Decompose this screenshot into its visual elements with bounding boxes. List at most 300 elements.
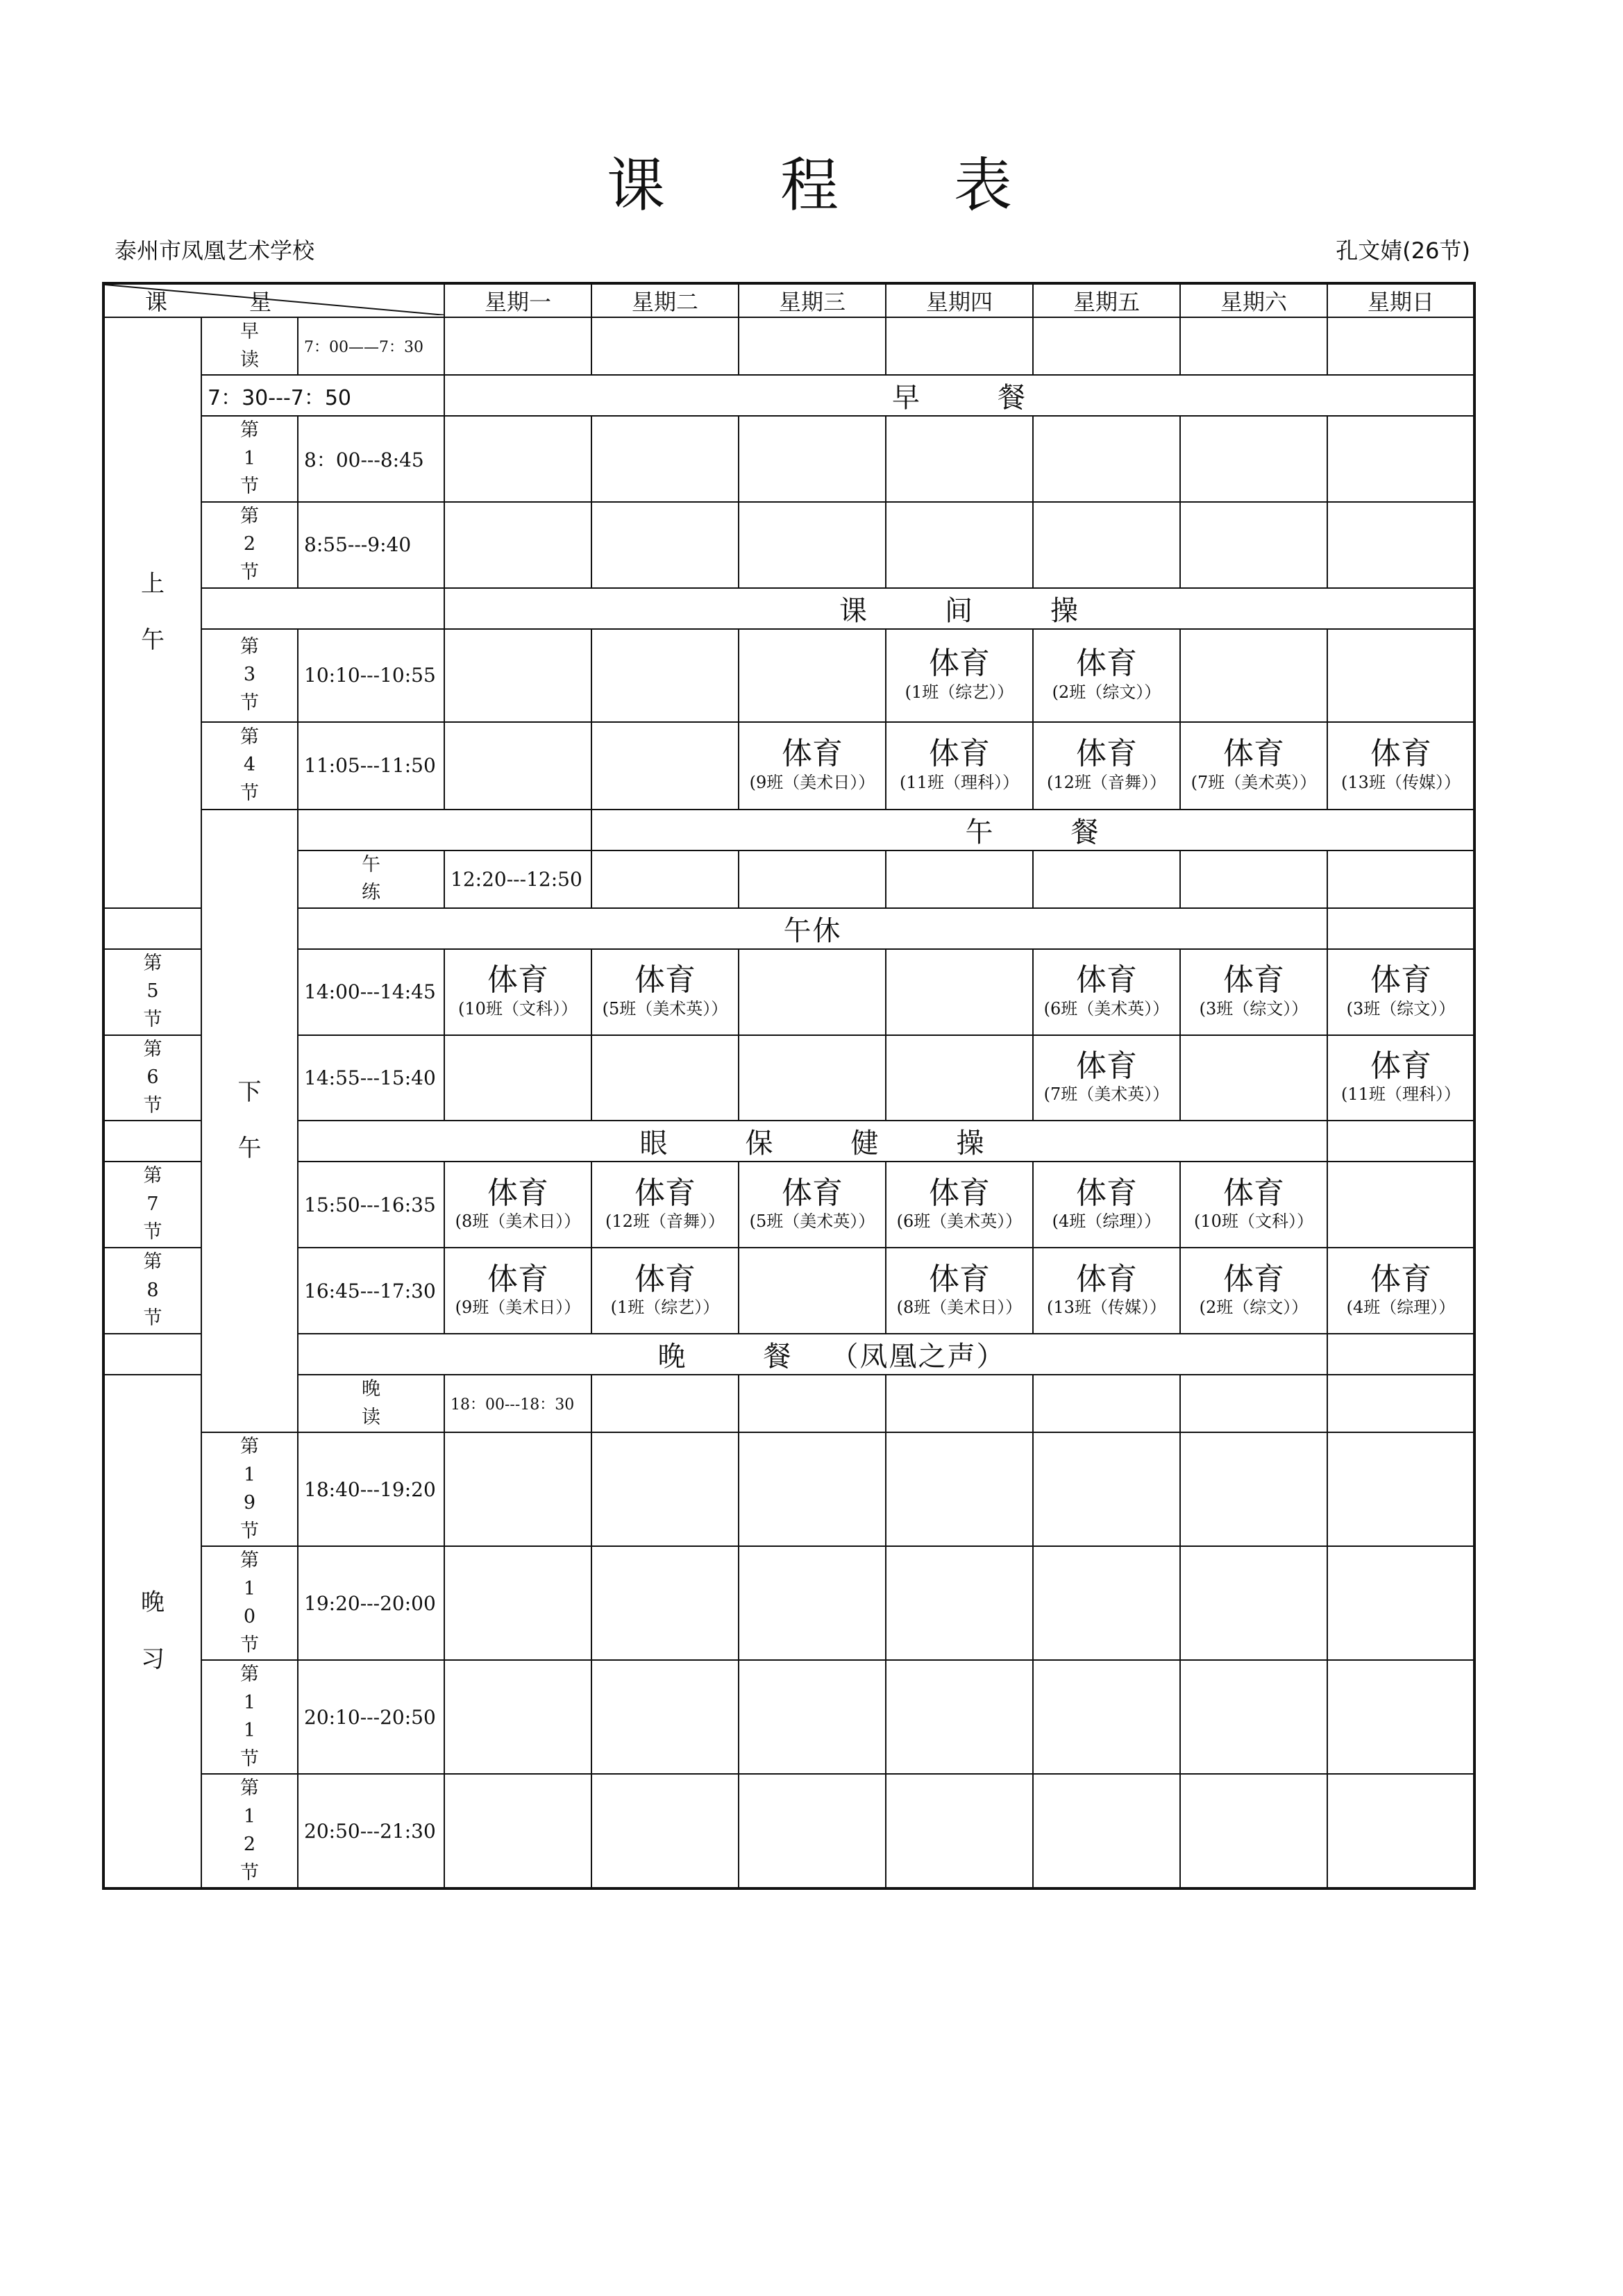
class-subject: 体育 (1076, 1175, 1137, 1211)
nap-row (103, 908, 1474, 949)
schedule-cell-p7-fri (1033, 1162, 1180, 1248)
period-row-p9 (103, 1432, 1474, 1546)
period-name-char: 5 (146, 980, 159, 1003)
eye-row-time (103, 1121, 298, 1162)
class-subject: 体育 (487, 962, 548, 998)
schedule-cell-p8-sat (1180, 1248, 1327, 1334)
period-name-p6 (103, 1035, 201, 1121)
period-name-char: 第 (143, 952, 162, 974)
class-detail: (11班（理科）） (900, 772, 1019, 792)
session-char: 午 (141, 626, 165, 655)
period-name-char: 节 (240, 1861, 259, 1884)
period-time-p3: 10:10---10:55 (298, 629, 444, 722)
class-detail: (6班（美术英）） (1043, 998, 1170, 1019)
class-subject: 体育 (634, 1175, 696, 1211)
class-detail: (5班（美术英）） (749, 1212, 875, 1231)
period-name-wulian (298, 850, 444, 908)
period-row-zaodu (103, 317, 1474, 375)
period-name-char: 6 (146, 1066, 159, 1088)
nap-row-label (298, 908, 1327, 949)
period-time-p5: 14:00---14:45 (298, 949, 444, 1035)
schedule-cell-wandu-mon (591, 1375, 739, 1432)
period-time-p1: 8：00---8:45 (298, 416, 444, 502)
schedule-cell-p6-sun (1327, 1035, 1474, 1121)
class-detail: (2班（综文）） (1199, 1298, 1309, 1317)
dinner-row (103, 1334, 1474, 1375)
period-name-char: 第 (240, 505, 259, 527)
schedule-cell-p7-tue (591, 1162, 739, 1248)
class-subject: 体育 (1370, 1048, 1431, 1084)
nap-row-time (103, 908, 298, 949)
schedule-cell-p10-wed (739, 1546, 886, 1660)
class-detail: (7班（美术英）） (1191, 772, 1317, 792)
class-subject: 体育 (1370, 1261, 1431, 1297)
schedule-cell-p7-mon (444, 1162, 591, 1248)
schedule-cell-p7-sat (1180, 1162, 1327, 1248)
period-name-char: 早 (240, 321, 259, 342)
period-row-p10 (103, 1546, 1474, 1660)
class-subject: 体育 (929, 646, 990, 682)
day-header-thu: 星期四 (886, 283, 1033, 317)
schedule-cell-p12-fri (1033, 1774, 1180, 1888)
schedule-cell-p8-mon (444, 1248, 591, 1334)
dinner-row-time (103, 1334, 298, 1375)
class-subject: 体育 (1370, 736, 1431, 772)
schedule-cell-p9-wed (739, 1432, 886, 1546)
schedule-cell-zaodu-fri (1033, 317, 1180, 375)
schedule-cell-wandu-sat (1327, 1375, 1474, 1432)
page-title (0, 139, 1623, 223)
schedule-cell-p11-fri (1033, 1660, 1180, 1774)
class-detail: (13班（传媒）） (1047, 1298, 1166, 1317)
period-row-p8 (103, 1248, 1474, 1334)
schedule-cell-zaodu-sat (1180, 317, 1327, 375)
period-name-char: 1 (243, 1720, 256, 1741)
class-subject: 体育 (1076, 1261, 1137, 1297)
schedule-cell-p2-sun (1327, 502, 1474, 588)
period-name-p7 (103, 1162, 201, 1248)
schedule-cell-p6-tue (591, 1035, 739, 1121)
schedule-cell-p10-fri (1033, 1546, 1180, 1660)
schedule-cell-p12-tue (591, 1774, 739, 1888)
lunch-row (103, 810, 1474, 850)
schedule-cell-p9-tue (591, 1432, 739, 1546)
schedule-cell-p12-sat (1180, 1774, 1327, 1888)
period-row-p3 (103, 629, 1474, 722)
schedule-cell-p8-sun (1327, 1248, 1474, 1334)
corner-header (103, 283, 444, 317)
period-name-char: 第 (240, 1436, 259, 1457)
exercise-row-label (444, 588, 1474, 629)
period-name-char: 午 (362, 853, 380, 875)
class-subject: 体育 (1223, 736, 1284, 772)
period-time-wulian: 12:20---12:50 (444, 850, 591, 908)
session-evening (103, 1375, 201, 1888)
period-time-p11: 20:10---20:50 (298, 1660, 444, 1774)
banner-char: 晚 (657, 1341, 687, 1373)
banner-char: 操 (956, 1128, 986, 1159)
schedule-cell-p1-tue (591, 416, 739, 502)
session-char: 下 (237, 1078, 262, 1106)
period-time-p12: 20:50---21:30 (298, 1774, 444, 1888)
period-name-p5 (103, 949, 201, 1035)
schedule-cell-p2-fri (1033, 502, 1180, 588)
schedule-cell-p6-sat (1180, 1035, 1327, 1121)
banner-char: 眼 (639, 1128, 669, 1159)
title-char-2: 程 (780, 151, 843, 219)
period-name-char: 9 (243, 1492, 256, 1514)
period-time-p2: 8:55---9:40 (298, 502, 444, 588)
session-char: 习 (141, 1645, 165, 1673)
period-name-p4 (201, 722, 298, 810)
class-detail: (4班（综理）） (1346, 1298, 1456, 1317)
period-name-char: 第 (143, 1165, 162, 1187)
schedule-cell-zaodu-sun (1327, 317, 1474, 375)
session-char: 上 (141, 569, 165, 598)
eye-row-label (298, 1121, 1327, 1162)
period-row-p1 (103, 416, 1474, 502)
period-name-char: 第 (240, 1664, 259, 1685)
class-subject: 体育 (929, 1261, 990, 1297)
class-detail: (12班（音舞）） (1047, 772, 1166, 792)
schedule-cell-zaodu-tue (591, 317, 739, 375)
class-detail: (9班（美术日）） (455, 1298, 581, 1317)
schedule-cell-wulian-tue (739, 850, 886, 908)
schedule-cell-p4-tue (591, 722, 739, 810)
exercise-row-time (201, 588, 444, 629)
period-name-char: 节 (143, 1307, 162, 1330)
period-row-wulian (103, 850, 1474, 908)
period-name-char: 7 (146, 1193, 159, 1215)
period-name-p10 (201, 1546, 298, 1660)
schedule-cell-p2-wed (739, 502, 886, 588)
banner-char: 间 (945, 594, 974, 627)
period-name-p9 (201, 1432, 298, 1546)
schedule-cell-p4-wed (739, 722, 886, 810)
schedule-cell-p1-sat (1180, 416, 1327, 502)
banner-char: 餐 (763, 1341, 793, 1373)
schedule-cell-p12-thu (886, 1774, 1033, 1888)
schedule-cell-p2-sat (1180, 502, 1327, 588)
schedule-cell-p5-sat (1180, 949, 1327, 1035)
schedule-cell-p5-fri (1033, 949, 1180, 1035)
period-name-char: 第 (240, 1550, 259, 1571)
period-time-p4: 11:05---11:50 (298, 722, 444, 810)
period-name-char: 读 (362, 1406, 380, 1428)
period-name-char: 节 (143, 1221, 162, 1243)
class-detail: (5班（美术英）） (602, 998, 728, 1019)
period-name-zaodu (201, 317, 298, 375)
schedule-cell-p9-sat (1180, 1432, 1327, 1546)
schedule-cell-p10-thu (886, 1546, 1033, 1660)
dinner-row-label (298, 1334, 1327, 1375)
title-char-3: 表 (954, 151, 1017, 219)
banner-char: 操 (1050, 594, 1079, 627)
period-name-char: 读 (240, 349, 259, 371)
day-header-sat: 星期六 (1180, 283, 1327, 317)
schedule-cell-p1-fri (1033, 416, 1180, 502)
schedule-cell-wandu-tue (739, 1375, 886, 1432)
banner-char: 早 (892, 382, 921, 414)
day-header-wed: 星期三 (739, 283, 886, 317)
period-name-char: 1 (243, 1577, 256, 1600)
schedule-cell-p1-mon (444, 416, 591, 502)
schedule-cell-p1-sun (1327, 416, 1474, 502)
class-subject: 体育 (782, 1175, 843, 1211)
schedule-cell-p1-wed (739, 416, 886, 502)
class-detail: (8班（美术日）） (455, 1212, 581, 1231)
schedule-cell-zaodu-mon (444, 317, 591, 375)
period-row-p12 (103, 1774, 1474, 1888)
schedule-cell-wandu-thu (1033, 1375, 1180, 1432)
period-time-wandu: 18：00---18：30 (444, 1375, 591, 1432)
class-detail: (3班（综文）） (1346, 998, 1456, 1019)
class-subject: 体育 (1223, 962, 1284, 998)
schedule-cell-p9-thu (886, 1432, 1033, 1546)
schedule-cell-p2-tue (591, 502, 739, 588)
period-name-p11 (201, 1660, 298, 1774)
schedule-cell-p8-fri (1033, 1248, 1180, 1334)
class-subject: 体育 (929, 736, 990, 772)
schedule-cell-p11-tue (591, 1660, 739, 1774)
period-name-char: 0 (243, 1606, 256, 1627)
schedule-cell-p11-thu (886, 1660, 1033, 1774)
period-name-char: 2 (243, 1834, 256, 1855)
period-time-p10: 19:20---20:00 (298, 1546, 444, 1660)
period-name-p8 (103, 1248, 201, 1334)
class-subject: 体育 (487, 1175, 548, 1211)
period-name-char: 1 (243, 1805, 256, 1827)
schedule-cell-wulian-thu (1033, 850, 1180, 908)
class-detail: (10班（文科）） (1194, 1212, 1313, 1231)
class-subject: 体育 (634, 962, 696, 998)
period-name-char: 节 (240, 1748, 259, 1770)
class-detail: (13班（传媒）） (1341, 772, 1461, 792)
class-detail: (2班（综文）） (1052, 682, 1161, 702)
teacher-name: 孔文婧(26节) (1336, 237, 1470, 264)
schedule-cell-p7-thu (886, 1162, 1033, 1248)
schedule-cell-p5-thu (886, 949, 1033, 1035)
schedule-cell-p3-sat (1180, 629, 1327, 722)
schedule-cell-p9-mon (444, 1432, 591, 1546)
period-name-wandu (298, 1375, 444, 1432)
period-name-char: 第 (240, 726, 259, 748)
period-time-p7: 15:50---16:35 (298, 1162, 444, 1248)
schedule-cell-p11-sun (1327, 1660, 1474, 1774)
period-name-p3 (201, 629, 298, 722)
schedule-cell-wandu-wed (886, 1375, 1033, 1432)
exercise-row (103, 588, 1474, 629)
class-subject: 体育 (1076, 646, 1137, 682)
corner-label-left: 课 (145, 289, 168, 315)
class-detail: (11班（理科）） (1341, 1084, 1461, 1105)
schedule-cell-p10-sun (1327, 1546, 1474, 1660)
session-char: 午 (237, 1134, 262, 1163)
schedule-cell-p4-sat (1180, 722, 1327, 810)
schedule-cell-p8-wed (739, 1248, 886, 1334)
dinner-note: （凤凰之声） (830, 1341, 1006, 1373)
banner-char: 健 (850, 1128, 880, 1159)
day-header-sun: 星期日 (1327, 283, 1474, 317)
schedule-cell-p10-sat (1180, 1546, 1327, 1660)
banner-char: 餐 (998, 382, 1027, 414)
banner-char: 午 (965, 816, 995, 848)
period-name-char: 节 (240, 561, 259, 583)
eye-row (103, 1121, 1474, 1162)
session-morning (103, 317, 201, 908)
breakfast-row-time (201, 375, 444, 416)
schedule-cell-p12-mon (444, 1774, 591, 1888)
period-name-char: 节 (143, 1008, 162, 1030)
breakfast-row-label (444, 375, 1474, 416)
class-subject: 体育 (634, 1261, 696, 1297)
schedule-cell-wulian-sat (1327, 850, 1474, 908)
schedule-cell-p10-tue (591, 1546, 739, 1660)
schedule-cell-p12-wed (739, 1774, 886, 1888)
class-detail: (10班（文科）） (458, 998, 578, 1019)
schedule-cell-p2-mon (444, 502, 591, 588)
period-name-char: 第 (240, 635, 259, 657)
schedule-cell-p8-tue (591, 1248, 739, 1334)
schedule-cell-p8-thu (886, 1248, 1033, 1334)
period-name-char: 3 (243, 664, 256, 686)
period-time-p8: 16:45---17:30 (298, 1248, 444, 1334)
breakfast-row (103, 375, 1474, 416)
lunch-row-label (591, 810, 1474, 850)
period-name-char: 4 (243, 754, 256, 776)
period-name-char: 第 (143, 1038, 162, 1060)
day-header-mon: 星期一 (444, 283, 591, 317)
schedule-cell-p4-fri (1033, 722, 1180, 810)
breakfast-time: 7：30---7：50 (208, 385, 351, 410)
period-name-char: 第 (143, 1251, 162, 1273)
lunch-row-time (298, 810, 591, 850)
schedule-cell-p5-sun (1327, 949, 1474, 1035)
schedule-cell-p6-fri (1033, 1035, 1180, 1121)
class-subject: 体育 (1076, 736, 1137, 772)
schedule-cell-p3-wed (739, 629, 886, 722)
class-detail: (12班（音舞）） (605, 1212, 725, 1231)
schedule-cell-wulian-wed (886, 850, 1033, 908)
class-detail: (6班（美术英）） (896, 1212, 1023, 1231)
class-detail: (1班（综艺）） (905, 682, 1014, 702)
schedule-cell-wandu-fri (1180, 1375, 1327, 1432)
period-name-char: 节 (240, 1520, 259, 1542)
corner-label-right: 星 (249, 289, 272, 315)
period-name-char: 节 (143, 1094, 162, 1116)
period-name-p1 (201, 416, 298, 502)
class-detail: (9班（美术日）） (749, 772, 875, 792)
period-name-char: 1 (243, 1464, 256, 1486)
schedule-cell-p4-sun (1327, 722, 1474, 810)
class-subject: 体育 (1223, 1261, 1284, 1297)
schedule-cell-zaodu-wed (739, 317, 886, 375)
banner-char: 保 (745, 1128, 775, 1159)
period-row-p11 (103, 1660, 1474, 1774)
class-subject: 体育 (929, 1175, 990, 1211)
class-detail: (8班（美术日）） (896, 1298, 1023, 1317)
period-time-p6: 14:55---15:40 (298, 1035, 444, 1121)
period-name-char: 节 (240, 782, 259, 804)
schedule-cell-p2-thu (886, 502, 1033, 588)
nap-label: 午休 (783, 914, 842, 947)
period-row-p6 (103, 1035, 1474, 1121)
period-name-char: 8 (146, 1279, 159, 1301)
schedule-cell-p3-thu (886, 629, 1033, 722)
schedule-cell-p5-mon (444, 949, 591, 1035)
school-name: 泰州市凤凰艺术学校 (115, 237, 315, 264)
period-name-char: 1 (243, 447, 256, 469)
period-name-char: 节 (240, 476, 259, 497)
timetable (102, 282, 1476, 1890)
period-name-char: 晚 (362, 1378, 380, 1400)
period-name-char: 节 (240, 692, 259, 714)
class-subject: 体育 (487, 1261, 548, 1297)
banner-char: 餐 (1070, 816, 1100, 848)
class-detail: (7班（美术英）） (1043, 1084, 1170, 1105)
schedule-cell-zaodu-thu (886, 317, 1033, 375)
schedule-cell-p6-wed (739, 1035, 886, 1121)
class-subject: 体育 (782, 736, 843, 772)
banner-char: 课 (839, 594, 868, 627)
session-char: 晚 (141, 1588, 165, 1616)
period-time-zaodu: 7：00——7：30 (298, 317, 444, 375)
class-subject: 体育 (1370, 962, 1431, 998)
schedule-cell-p11-mon (444, 1660, 591, 1774)
schedule-cell-p11-wed (739, 1660, 886, 1774)
schedule-cell-p6-thu (886, 1035, 1033, 1121)
schedule-cell-p3-mon (444, 629, 591, 722)
class-subject: 体育 (1076, 962, 1137, 998)
class-detail: (3班（综文）） (1199, 998, 1309, 1019)
class-detail: (1班（综艺）） (610, 1298, 720, 1317)
schedule-cell-p5-wed (739, 949, 886, 1035)
period-name-char: 1 (243, 1691, 256, 1713)
class-subject: 体育 (1076, 1048, 1137, 1084)
period-row-p4 (103, 722, 1474, 810)
schedule-cell-p10-mon (444, 1546, 591, 1660)
period-row-p5 (103, 949, 1474, 1035)
period-name-char: 第 (240, 1777, 259, 1799)
schedule-cell-p3-sun (1327, 629, 1474, 722)
schedule-cell-p1-thu (886, 416, 1033, 502)
schedule-cell-wulian-fri (1180, 850, 1327, 908)
schedule-cell-p3-fri (1033, 629, 1180, 722)
period-name-char: 2 (243, 533, 256, 555)
schedule-cell-p9-fri (1033, 1432, 1180, 1546)
schedule-cell-p4-thu (886, 722, 1033, 810)
period-row-p7 (103, 1162, 1474, 1248)
title-char-1: 课 (606, 151, 669, 219)
schedule-cell-p3-tue (591, 629, 739, 722)
schedule-cell-p5-tue (591, 949, 739, 1035)
schedule-cell-p6-mon (444, 1035, 591, 1121)
period-name-p2 (201, 502, 298, 588)
schedule-cell-p4-mon (444, 722, 591, 810)
period-row-p2 (103, 502, 1474, 588)
period-name-char: 第 (240, 419, 259, 441)
period-name-p12 (201, 1774, 298, 1888)
schedule-cell-p7-wed (739, 1162, 886, 1248)
class-subject: 体育 (1223, 1175, 1284, 1211)
class-detail: (4班（综理）） (1052, 1212, 1161, 1231)
schedule-cell-p7-sun (1327, 1162, 1474, 1248)
day-header-fri: 星期五 (1033, 283, 1180, 317)
period-row-wandu (103, 1375, 1474, 1432)
schedule-cell-wulian-mon (591, 850, 739, 908)
schedule-cell-p9-sun (1327, 1432, 1474, 1546)
period-name-char: 练 (362, 882, 380, 903)
